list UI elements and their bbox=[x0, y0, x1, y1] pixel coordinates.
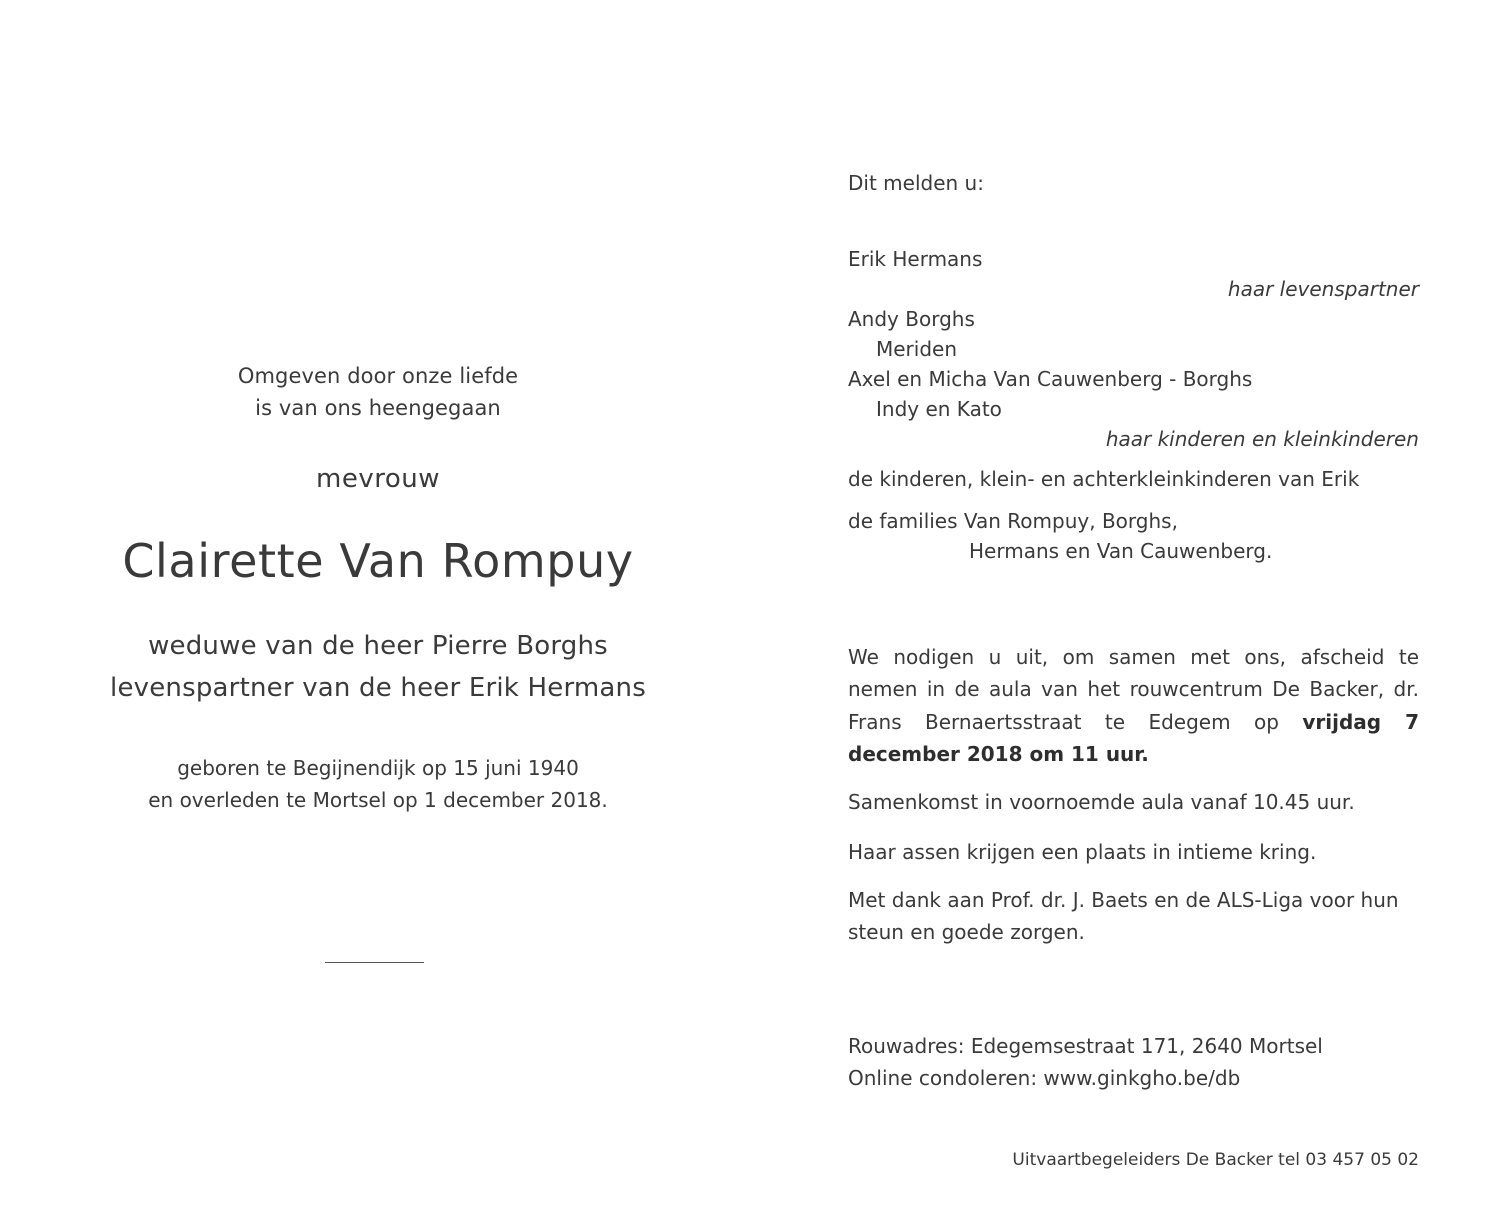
death-line: en overleden te Mortsel op 1 december 2018. bbox=[148, 788, 608, 812]
families-line-2: Hermans en Van Cauwenberg. bbox=[969, 539, 1273, 563]
ashes-line: Haar assen krijgen een plaats in intieme kring. bbox=[848, 840, 1317, 864]
intro-line-2: is van ons heengegaan bbox=[255, 396, 501, 420]
invitation-paragraph bbox=[848, 641, 1419, 770]
partner-name: Erik Hermans bbox=[848, 247, 983, 271]
thanks-line-2: steun en goede zorgen. bbox=[848, 920, 1085, 944]
birth-line: geboren te Begijnendijk op 15 juni 1940 bbox=[177, 756, 579, 780]
grandchild-2: Indy en Kato bbox=[876, 397, 1002, 421]
relation-line-2: levenspartner van de heer Erik Hermans bbox=[110, 673, 646, 703]
address-line: Rouwadres: Edegemsestraat 171, 2640 Mortsel bbox=[848, 1034, 1323, 1058]
invitation-date: vrijdag 7 december 2018 om 11 uur. bbox=[848, 709, 1419, 766]
gathering-line: Samenkomst in voornoemde aula vanaf 10.45 uur. bbox=[848, 790, 1355, 814]
invitation-text: We nodigen u uit, om samen met ons, afscheid te nemen in de aula van het rouwcentrum De Backer, dr. Frans Bernaertsstraat te Edegem op bbox=[848, 645, 1419, 734]
deceased-name: Clairette Van Rompuy bbox=[122, 534, 634, 588]
announce-line: Dit melden u: bbox=[848, 171, 984, 195]
child-1: Andy Borghs bbox=[848, 307, 975, 331]
funeral-director-line: Uitvaartbegeleiders De Backer tel 03 457 05 02 bbox=[1012, 1150, 1419, 1170]
relation-line-1: weduwe van de heer Pierre Borghs bbox=[148, 631, 608, 661]
children-role: haar kinderen en kleinkinderen bbox=[1105, 427, 1419, 451]
honorific: mevrouw bbox=[316, 464, 440, 494]
extended-family: de kinderen, klein- en achterkleinkinderen van Erik bbox=[848, 467, 1360, 491]
child-2: Axel en Micha Van Cauwenberg - Borghs bbox=[848, 367, 1253, 391]
separator-line bbox=[325, 962, 424, 963]
grandchild-1: Meriden bbox=[876, 337, 958, 361]
online-condolence-line: Online condoleren: www.ginkgho.be/db bbox=[848, 1066, 1241, 1090]
thanks-line-1: Met dank aan Prof. dr. J. Baets en de ALS-Liga voor hun bbox=[848, 888, 1399, 912]
intro-line-1: Omgeven door onze liefde bbox=[237, 364, 519, 388]
families-line-1: de families Van Rompuy, Borghs, bbox=[848, 509, 1178, 533]
partner-role: haar levenspartner bbox=[1227, 277, 1419, 301]
